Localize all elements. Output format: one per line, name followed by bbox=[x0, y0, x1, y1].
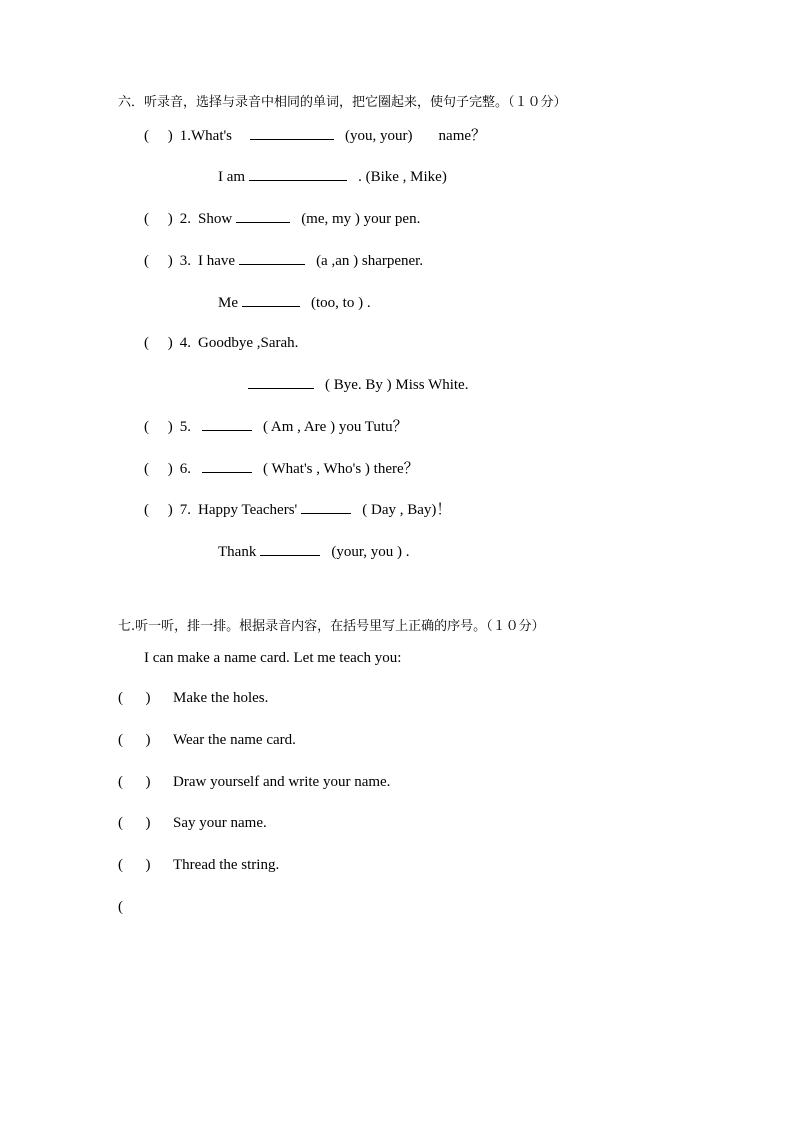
question-number: 4. bbox=[179, 335, 191, 352]
question-number: 6. bbox=[179, 460, 191, 477]
order-paren[interactable]: ( ) bbox=[118, 690, 151, 706]
fill-blank[interactable] bbox=[249, 166, 347, 181]
order-item bbox=[118, 897, 683, 919]
question-text-a: I am bbox=[218, 169, 246, 186]
question-item bbox=[118, 292, 683, 315]
question-text-b: . (Bike , Mike) bbox=[358, 169, 447, 186]
order-paren[interactable]: ( ) bbox=[118, 815, 151, 832]
answer-paren[interactable]: ( ) bbox=[144, 211, 173, 227]
question-text-b: (your, you ) . bbox=[331, 544, 410, 560]
section-seven-heading: 七.听一听，排一排。根据录音内容，在括号里写上正确的序号。（１０分） bbox=[118, 618, 545, 634]
answer-paren[interactable]: ( ) bbox=[144, 460, 173, 477]
question-text-a: Goodbye ,Sarah. bbox=[198, 335, 299, 352]
order-text: Say your name. bbox=[173, 815, 267, 832]
question-text-a: Me bbox=[218, 294, 238, 311]
order-text: Draw yourself and write your name. bbox=[173, 773, 391, 790]
question-text-a: Show bbox=[198, 211, 233, 227]
order-paren[interactable]: ( ) bbox=[118, 773, 151, 790]
fill-blank[interactable] bbox=[248, 374, 314, 389]
order-item bbox=[118, 730, 683, 752]
section-six bbox=[118, 92, 683, 564]
question-text-b: (me, my ) your pen. bbox=[301, 211, 421, 227]
order-paren[interactable]: ( ) bbox=[118, 857, 151, 873]
question-text-b: (too, to ) . bbox=[311, 294, 371, 311]
question-text-a: Happy Teachers' bbox=[198, 502, 298, 519]
order-item bbox=[118, 813, 683, 835]
fill-blank[interactable] bbox=[260, 541, 320, 556]
fill-blank[interactable] bbox=[202, 458, 252, 473]
order-item bbox=[118, 688, 683, 710]
answer-paren[interactable]: ( ) bbox=[144, 127, 173, 144]
order-text: Make the holes. bbox=[173, 690, 269, 706]
question-number: 1. bbox=[179, 127, 191, 144]
question-text-a: I have bbox=[198, 252, 236, 269]
question-item bbox=[118, 208, 683, 231]
question-item bbox=[118, 333, 683, 355]
question-number: 5. bbox=[179, 418, 191, 435]
question-item bbox=[118, 250, 683, 273]
question-text-b: (you, your) bbox=[345, 127, 413, 144]
question-item bbox=[118, 499, 683, 522]
question-text-b: ( Am , Are ) you Tutu？ bbox=[263, 418, 408, 435]
question-text-b: ( Day , Bay)！ bbox=[362, 502, 452, 519]
question-item bbox=[118, 416, 683, 439]
question-text-b: ( What's , Who's ) there？ bbox=[263, 460, 419, 477]
question-item bbox=[118, 374, 683, 397]
question-text-c: name？ bbox=[438, 127, 487, 144]
answer-paren[interactable]: ( ) bbox=[144, 418, 173, 435]
order-paren[interactable]: ( ) bbox=[118, 731, 151, 748]
answer-paren[interactable]: ( ) bbox=[144, 252, 173, 269]
section-seven bbox=[118, 616, 683, 919]
fill-blank[interactable] bbox=[202, 416, 252, 431]
question-number: 3. bbox=[179, 252, 191, 269]
question-text-b: (a ,an ) sharpener. bbox=[316, 252, 424, 269]
fill-blank[interactable] bbox=[239, 250, 305, 265]
question-text-a: Thank bbox=[218, 544, 257, 560]
section-six-heading: 六．听录音，选择与录音中相同的单词，把它圈起来，使句子完整。（１０分） bbox=[118, 95, 567, 110]
fill-blank[interactable] bbox=[242, 292, 300, 307]
order-text: Thread the string. bbox=[173, 857, 280, 873]
question-item bbox=[118, 458, 683, 481]
answer-paren[interactable]: ( ) bbox=[144, 502, 173, 519]
question-text-b: ( Bye. By ) Miss White. bbox=[325, 377, 469, 393]
fill-blank[interactable] bbox=[236, 208, 290, 223]
fill-blank[interactable] bbox=[250, 125, 334, 140]
order-item bbox=[118, 855, 683, 877]
order-item bbox=[118, 772, 683, 794]
order-text: Wear the name card. bbox=[173, 731, 296, 748]
order-paren[interactable]: ( bbox=[118, 898, 123, 915]
fill-blank[interactable] bbox=[301, 499, 351, 514]
question-text-a: What's bbox=[191, 127, 233, 144]
question-item bbox=[118, 541, 683, 564]
section-seven-intro: I can make a name card. Let me teach you: bbox=[144, 650, 402, 667]
question-item bbox=[118, 166, 683, 189]
question-item bbox=[118, 125, 683, 148]
question-number: 2. bbox=[179, 211, 191, 227]
question-number: 7. bbox=[179, 502, 191, 519]
answer-paren[interactable]: ( ) bbox=[144, 335, 173, 352]
